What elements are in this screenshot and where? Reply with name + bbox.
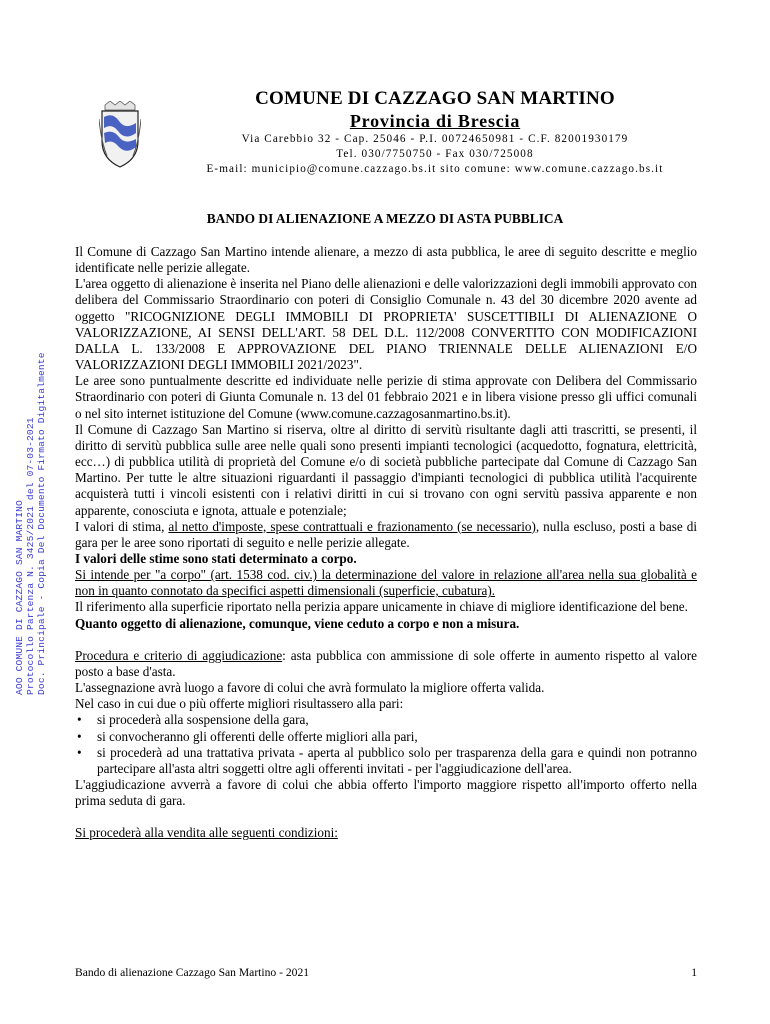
letterhead — [175, 88, 695, 177]
email-line: E-mail: municipio@comune.cazzago.bs.it sito comune: www.comune.cazzago.bs.it — [206, 163, 664, 175]
document-body — [75, 244, 697, 841]
underlined-paragraph: Si intende per "a corpo" (art. 1538 cod. civ.) la determinazione del valore in relazione all'area nella sua globalità e non in quanto connotato da specifici aspetti dimensionali (superficie, cubatura). — [75, 567, 697, 599]
bold-paragraph: Quanto oggetto di alienazione, comunque, viene ceduto a corpo e non a misura. — [75, 615, 520, 631]
footer-text: Bando di alienazione Cazzago San Martino - 2021 — [75, 966, 310, 979]
paragraph — [75, 648, 697, 680]
text: , nulla escluso, posti a base di gara per le aree sono riportati di seguito e nelle perizie allegate. — [75, 518, 697, 550]
section-label: Procedura e criterio di aggiudicazione — [75, 647, 283, 663]
page-number: 1 — [691, 966, 697, 979]
document-title: BANDO DI ALIENAZIONE A MEZZO DI ASTA PUBBLICA — [206, 211, 564, 226]
paragraph: Le aree sono puntualmente descritte ed individuate nelle perizie di stima approvate con Delibera del Commissario Straordinario con poteri di Giunta Comunale n. 13 del 01 febbraio 2021 e in libera visione presso gli uffici comunali o nel sito internet istituzione del Comune (www.comune.cazzagosanmartino.bs.it). — [75, 373, 697, 421]
paragraph — [75, 519, 697, 551]
stamp-line: Protocollo Partenza N. 3425/2021 del 07-03-2021 — [25, 417, 36, 695]
municipality-name: COMUNE DI CAZZAGO SAN MARTINO — [255, 88, 615, 109]
bold-paragraph: I valori delle stime sono stati determinato a corpo. — [75, 550, 357, 566]
list-item: • si convocheranno gli offerenti delle offerte migliori alla pari, — [75, 729, 697, 745]
text: : asta pubblica con ammissione di sole offerte in aumento rispetto al valore posto a base d'asta. — [75, 647, 697, 679]
paragraph: L'area oggetto di alienazione è inserita nel Piano delle alienazioni e delle valorizzazioni degli immobili approvato con delibera del Commissario Straordinario con poteri di Consiglio Comunale n. 43 del 30 dicembre 2020 avente ad oggetto "RICOGNIZIONE DEGLI IMMOBILI DI PROPRIETA' SUSCETTIBILI DI ALIENAZIONE O VALORIZZAZIONE, AI SENSI DELL'ART. 58 DEL D.L. 112/2008 CONVERTITO CON MODIFICAZIONI DALLA L. 133/2008 E APPROVAZIONE DEL PIANO TRIENNALE DELLE ALIENAZIONI E/O VALORIZZAZIONI DEGLI IMMOBILI 2021/2023". — [75, 276, 697, 373]
stamp-line: Doc. Principale - Copia Del Documento Firmato Digitalmente — [36, 352, 47, 695]
protocol-stamp — [14, 352, 47, 695]
coat-of-arms-icon — [99, 101, 141, 169]
bullet-list — [75, 712, 697, 777]
paragraph: L'assegnazione avrà luogo a favore di colui che avrà formulato la migliore offerta valida. — [75, 680, 545, 696]
phone-line: Tel. 030/7750750 - Fax 030/725008 — [336, 148, 534, 160]
province-name: Provincia di Brescia — [349, 111, 521, 131]
address-line: Via Carebbio 32 - Cap. 25046 - P.I. 00724650981 - C.F. 82001930179 — [241, 133, 629, 145]
page-footer — [75, 966, 697, 979]
stamp-line: AOO COMUNE DI CAZZAGO SAN MARTINO — [14, 500, 25, 695]
paragraph: Nel caso in cui due o più offerte migliori risultassero alla pari: — [75, 696, 404, 712]
list-item: • si procederà ad una trattativa privata - aperta al pubblico solo per trasparenza della gara e quindi non potranno partecipare all'asta altri soggetti oltre agli offerenti invitati - per l'aggiudicazione dell'area. — [75, 745, 697, 777]
underlined-paragraph: Si procederà alla vendita alle seguenti condizioni: — [75, 825, 338, 841]
paragraph: Il riferimento alla superficie riportato nella perizia appare unicamente in chiave di migliore identificazione del bene. — [75, 599, 688, 615]
paragraph: Il Comune di Cazzago San Martino si riserva, oltre al diritto di servitù risultante dagli atti trascritti, se presenti, il diritto di servitù pubblica sulle aree nelle quali sono presenti impianti tecnologici (acquedotto, fognatura, elettricità, ecc…) di pubblica utilità di proprietà del Comune e/o di società pubbliche partecipate dal Comune di Cazzago San Martino. Per tutte le altre situazioni riguardanti il passaggio d'impianti tecnologici di pubblica utilità l'acquirente acquisterà tutti i vincoli esistenti con i relativi diritti in cui si trovano con ogni servitù passiva apparente e non apparente, conosciuta e ignota, attuale e potenziale; — [75, 421, 697, 518]
text: I valori di stima, — [75, 518, 169, 534]
underlined-text: al netto d'imposte, spese contrattuali e frazionamento (se necessario) — [168, 518, 536, 534]
paragraph: Il Comune di Cazzago San Martino intende alienare, a mezzo di asta pubblica, le aree di seguito descritte e meglio identificate nelle perizie allegate. — [75, 244, 697, 276]
paragraph: L'aggiudicazione avverrà a favore di colui che abbia offerto l'importo maggiore rispetto all'importo offerto nella prima seduta di gara. — [75, 777, 697, 809]
list-item: • si procederà alla sospensione della gara, — [75, 712, 697, 728]
